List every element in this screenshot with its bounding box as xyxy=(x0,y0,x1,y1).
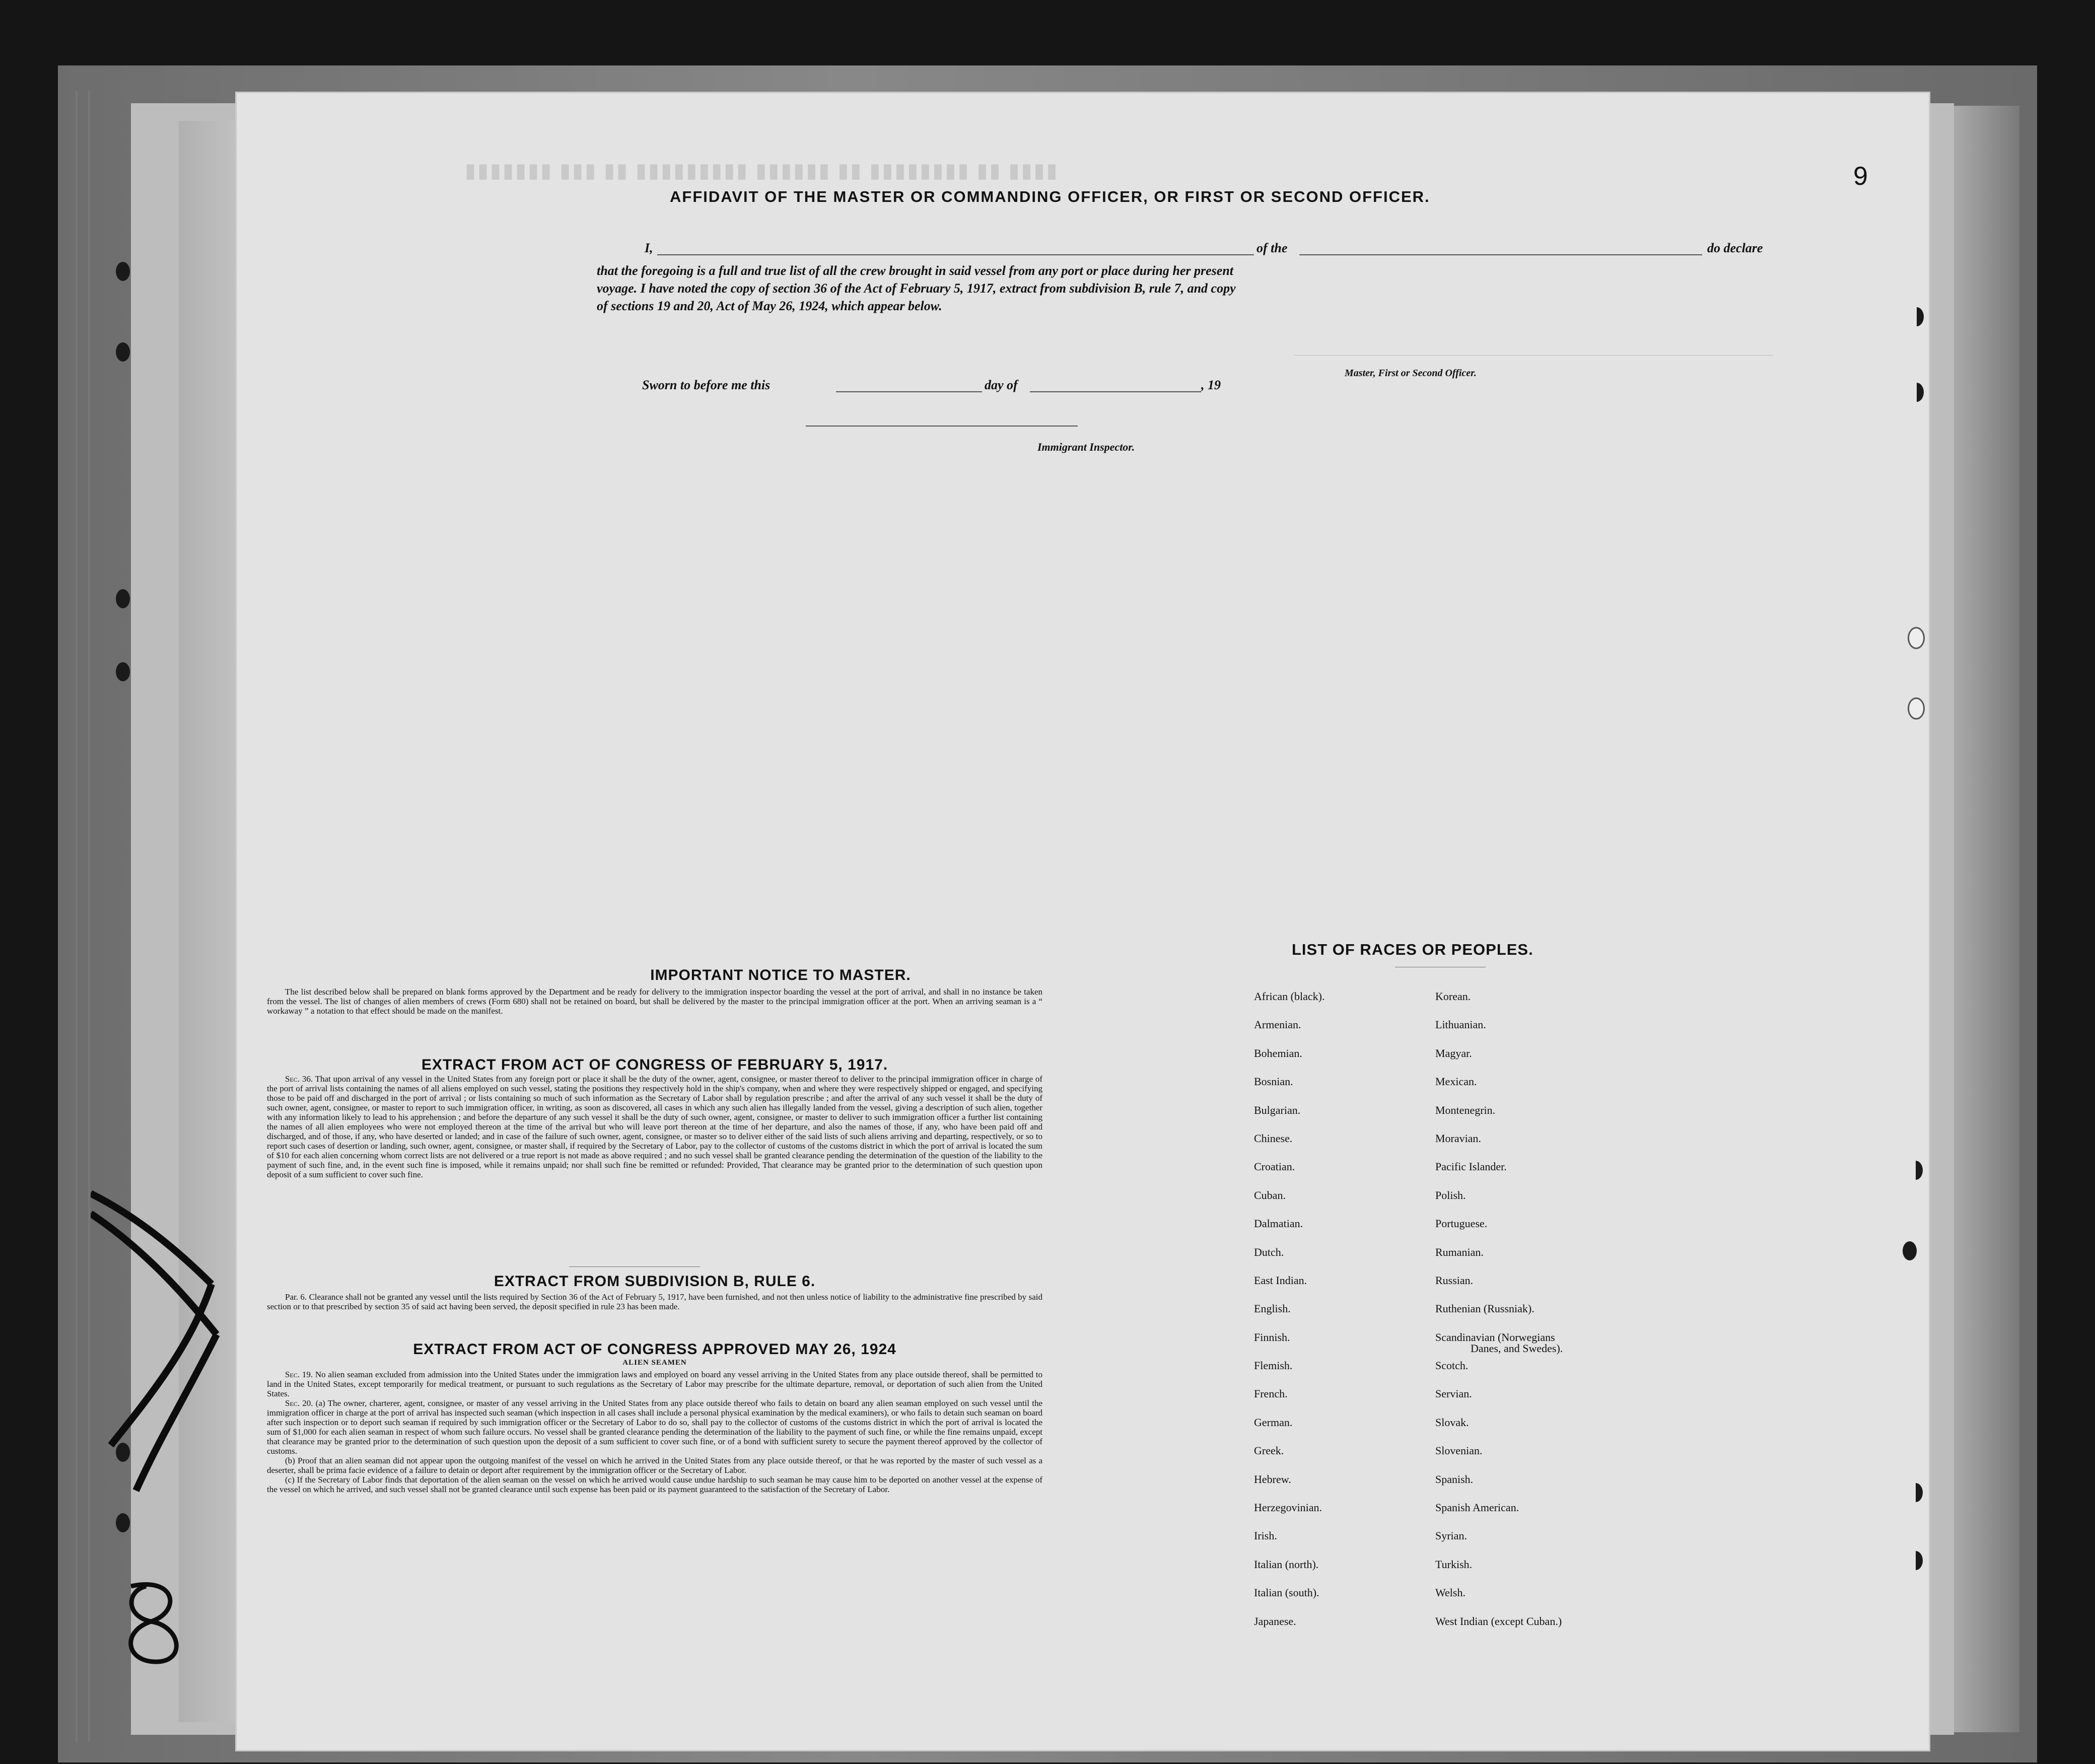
bleed-through-text: ▮▮▮▮ ▮▮ ▮▮▮▮▮▮▮▮ ▮▮ ▮▮▮▮▮▮ ▮▮▮▮▮▮▮▮▮ ▮▮ ▮▮▮ ▮▮▮▮▮▮▮ xyxy=(463,159,1058,182)
alien-seamen-subtitle: ALIEN SEAMEN xyxy=(622,1359,687,1367)
race-item: Bosnian. xyxy=(1254,1075,1293,1088)
race-item: Magyar. xyxy=(1435,1046,1472,1060)
races-left-column xyxy=(1254,991,1324,1644)
declarant-label: I, xyxy=(645,241,653,255)
master-signature-label: Master, First or Second Officer. xyxy=(1345,368,1477,379)
section-36-text: That upon arrival of any vessel in the United States from any foreign port or place it shall be the duty of the owner, agent, consignee, or master thereof to deliver to the principal immigration officer in charge of the port of arrival lists containing the names of all aliens employed on such vessel, stating the positions they respectively hold in the ship's company, when and where they were respectively shipped or engaged, and specifying those to be paid off and discharged in the port of arrival ; or lists containing so much of such information as the Secretary of Labor shall by regulation prescribe ; and after the arrival of any such vessel it shall be the duty of such owner, agent, consignee, or master to report to such immigration officer, in writing, as soon as discovered, all cases in which any such alien has illegally landed from the vessel, giving a description of such alien, together with any information likely to lead to his apprehension ; and before the departure of any such vessel it shall be the duty of such owner, agent, consignee, or master to deliver to such immigration officer a further list containing the names of all alien employees who were not employed thereon at the time of the arrival but who will leave port thereon at the time of her departure, and also the names of those, if any, who have been paid off and discharged, and of those, if any, who have deserted or landed; and in case of the failure of such owner, agent, consignee, or master so to deliver either of the said lists of such aliens arriving and departing, respectively, or so to report such cases of desertion or landing, such owner, agent, consignee, or master shall, if required by the Secretary of Labor, pay to the collector of customs of the customs district in which the port of arrival is located the sum of $10 for each alien concerning whom correct lists are not delivered or a true report is not made as above required ; and no such vessel shall be granted clearance pending the determination of the question of the liability to the payment of such fine, and, in the event such fine is imposed, while it remains unpaid; nor shall such fine be remitted or refunded: Provided, That clearance may be granted prior to the determination of such question upon deposit of a sum sufficient to cover such fine. xyxy=(267,1074,1042,1179)
race-item: German. xyxy=(1254,1416,1293,1429)
race-item: Pacific Islander. xyxy=(1435,1160,1507,1173)
section-label: Sec. 20. xyxy=(285,1398,313,1408)
affidavit-body-line: of sections 19 and 20, Act of May 26, 1924, which appear below. xyxy=(597,299,942,313)
race-item: Greek. xyxy=(1254,1444,1284,1457)
race-item: Flemish. xyxy=(1254,1359,1293,1372)
race-item: Turkish. xyxy=(1435,1558,1473,1571)
declare-label: do declare xyxy=(1707,241,1763,255)
race-item: Italian (north). xyxy=(1254,1558,1319,1571)
race-item: East Indian. xyxy=(1254,1274,1307,1287)
race-item: Spanish American. xyxy=(1435,1501,1519,1514)
extract-1924-title: EXTRACT FROM ACT OF CONGRESS APPROVED MAY 26, 1924 xyxy=(413,1341,896,1358)
race-item: Armenian. xyxy=(1254,1018,1301,1031)
sworn-month-line[interactable] xyxy=(1030,391,1201,392)
race-item: Chinese. xyxy=(1254,1132,1293,1145)
inspector-label: Immigrant Inspector. xyxy=(1037,441,1135,453)
punch-hole xyxy=(1903,1241,1917,1260)
vessel-label: of the xyxy=(1256,241,1288,255)
race-item: Portuguese. xyxy=(1435,1217,1488,1230)
affidavit-body-line: voyage. I have noted the copy of section 36 of the Act of February 5, 1917, extract from subdivision B, rule 7, and copy xyxy=(597,281,1236,296)
punch-hole xyxy=(1909,1483,1923,1502)
race-item: Lithuanian. xyxy=(1435,1018,1486,1031)
race-item: Herzegovinian. xyxy=(1254,1501,1322,1514)
race-item: West Indian (except Cuban.) xyxy=(1435,1614,1562,1628)
punch-hole xyxy=(1909,1551,1923,1570)
binding-ribbon xyxy=(91,1183,222,1496)
vessel-name-line[interactable] xyxy=(1299,254,1702,255)
race-item: French. xyxy=(1254,1387,1288,1400)
race-item: Spanish. xyxy=(1435,1472,1474,1486)
race-item: African (black). xyxy=(1254,990,1325,1003)
race-item: Scotch. xyxy=(1435,1359,1469,1372)
extract-1917-title: EXTRACT FROM ACT OF CONGRESS OF FEBRUARY 5, 1917. xyxy=(421,1056,888,1073)
race-item: Irish. xyxy=(1254,1529,1277,1542)
race-item: Syrian. xyxy=(1435,1529,1467,1542)
subdivision-text xyxy=(267,1292,1042,1311)
notice-text xyxy=(267,987,1042,1016)
race-item: English. xyxy=(1254,1302,1291,1315)
race-item: Slovenian. xyxy=(1435,1444,1483,1457)
race-item-continuation: Danes, and Swedes). xyxy=(1471,1342,1563,1355)
race-item: Montenegrin. xyxy=(1435,1103,1496,1116)
declarant-name-line[interactable] xyxy=(657,254,1254,255)
race-item: Cuban. xyxy=(1254,1188,1286,1202)
year-label: , 19 xyxy=(1201,378,1221,392)
punch-hole xyxy=(116,262,130,281)
race-item: Rumanian. xyxy=(1435,1245,1484,1258)
extract-1917-text xyxy=(267,1074,1042,1179)
section-label: Sec. 19. xyxy=(285,1370,313,1379)
section-divider xyxy=(569,1266,700,1267)
rule-6-text: Clearance shall not be granted any vessel until the lists required by Section 36 of the Act of February 5, 1917, have been furnished, and not then unless notice of liability to the administrative fine prescribed by said section or to that prescribed by section 35 of said act having been served, the deposit specified in rule 23 has been made. xyxy=(267,1292,1042,1311)
master-signature-line[interactable] xyxy=(1294,355,1773,356)
race-item: Italian (south). xyxy=(1254,1586,1319,1599)
race-item: Moravian. xyxy=(1435,1132,1482,1145)
notice-paragraph: The list described below shall be prepared on blank forms approved by the Department and be ready for delivery to the immigration inspector boarding the vessel at the port of arrival, and shall in no instance be taken from the vessel. The list of changes of alien members of crews (Form 680) shall not be retained on board, but shall be delivered by the master to the principal immigration officer at the port. When an arriving seaman is a “ workaway ” a notation to that effect should be made on the manifest. xyxy=(267,987,1042,1016)
section-20a-text: (a) The owner, charterer, agent, consignee, or master of any vessel arriving in the United States from any place outside thereof who fails to detain on board any alien seaman employed on such vessel until the immigration officer in charge at the port of arrival has inspected such seaman (which inspection in all cases shall include a personal physical examination by the medical examiners), or who fails to detain such seaman on board after such inspection or to deport such seaman if required by such immigration officer or the Secretary of Labor to do so, shall pay to the collector of customs of the customs district in which the port of arrival is located the sum of $1,000 for each alien seaman in respect of whom such failure occurs. No vessel shall be granted clearance pending the determination of the liability to the payment of such fine, or while the fine remains unpaid, except that clearance may be granted prior to the determination of such question upon the deposit of a sum sufficient to cover such fine, or of a bond with sufficient surety to secure the payment thereof approved by the collector of customs. xyxy=(267,1398,1042,1456)
punch-hole xyxy=(1910,383,1924,402)
punch-hole xyxy=(1909,1161,1923,1180)
races-right-column xyxy=(1435,991,1563,1644)
race-item: Japanese. xyxy=(1254,1614,1296,1628)
binder-stripe xyxy=(88,91,90,1742)
handwritten-mark xyxy=(116,1571,196,1672)
race-item: Bohemian. xyxy=(1254,1046,1302,1060)
affidavit-body-line: that the foregoing is a full and true list of all the crew brought in said vessel from any port or place during her present xyxy=(597,263,1234,278)
punch-hole xyxy=(116,589,130,608)
section-label: Sec. 36. xyxy=(285,1074,313,1084)
page-stack-edge xyxy=(1954,106,2019,1732)
inspector-signature-line[interactable] xyxy=(806,426,1078,427)
race-item: Welsh. xyxy=(1435,1586,1465,1599)
notice-title: IMPORTANT NOTICE TO MASTER. xyxy=(650,967,911,983)
subdivision-title: EXTRACT FROM SUBDIVISION B, RULE 6. xyxy=(494,1273,816,1290)
race-item: Dutch. xyxy=(1254,1245,1284,1258)
paragraph-label: Par. 6. xyxy=(285,1292,307,1302)
sworn-label: Sworn to before me this xyxy=(642,378,771,392)
punch-hole xyxy=(116,1513,130,1532)
section-20c-text: (c) If the Secretary of Labor finds that deportation of the alien seaman on the vessel on which he arrived would cause undue hardship to such seaman he may cause him to be deported on another vessel at the expense of the vessel on which he arrived, and such vessel shall not be granted clearance until such expense has been paid or its payment guaranteed to the satisfaction of the Secretary of Labor. xyxy=(267,1475,1042,1494)
punch-hole xyxy=(116,1443,130,1462)
extract-1924-text xyxy=(267,1370,1042,1494)
punch-hole xyxy=(1908,627,1925,649)
race-item: Scandinavian (Norwegians Danes, and Swedes). xyxy=(1435,1330,1563,1355)
race-item: Dalmatian. xyxy=(1254,1217,1303,1230)
race-item: Russian. xyxy=(1435,1274,1474,1287)
race-item: Ruthenian (Russniak). xyxy=(1435,1302,1534,1315)
binder-stripe xyxy=(76,91,78,1742)
race-item: Bulgarian. xyxy=(1254,1103,1301,1116)
race-item: Finnish. xyxy=(1254,1330,1290,1344)
punch-hole xyxy=(1908,697,1925,720)
day-of-label: day of xyxy=(985,378,1018,392)
punch-hole xyxy=(116,662,130,681)
section-20b-text: (b) Proof that an alien seaman did not appear upon the outgoing manifest of the vessel on which he arrived in the United States from any place outside thereof, or that he was reported by the master of such vessel as a deserter, shall be prima facie evidence of a failure to detain or deport after requirement by the immigration officer or the Secretary of Labor. xyxy=(267,1456,1042,1475)
affidavit-form-page xyxy=(237,93,1929,1750)
punch-hole xyxy=(1910,307,1924,326)
sworn-day-line[interactable] xyxy=(836,391,982,392)
page-number: 9 xyxy=(1853,162,1868,191)
race-item: Mexican. xyxy=(1435,1075,1477,1088)
punch-hole xyxy=(116,342,130,362)
section-19-text: No alien seaman excluded from admission into the United States under the immigration laws and employed on board any vessel arriving in the United States from any place outside thereof, shall be permitted to land in the United States, except temporarily for medical treatment, or pursuant to such regulations as the Secretary of Labor may prescribe for the ultimate departure, removal, or deportation of such alien from the United States. xyxy=(267,1370,1042,1398)
race-item: Servian. xyxy=(1435,1387,1472,1400)
races-title: LIST OF RACES OR PEOPLES. xyxy=(1292,941,1533,958)
race-item: Slovak. xyxy=(1435,1416,1469,1429)
race-item: Korean. xyxy=(1435,990,1471,1003)
race-item: Hebrew. xyxy=(1254,1472,1291,1486)
race-item: Polish. xyxy=(1435,1188,1466,1202)
affidavit-title: AFFIDAVIT OF THE MASTER OR COMMANDING OFFICER, OR FIRST OR SECOND OFFICER. xyxy=(670,188,1430,205)
race-item: Croatian. xyxy=(1254,1160,1295,1173)
